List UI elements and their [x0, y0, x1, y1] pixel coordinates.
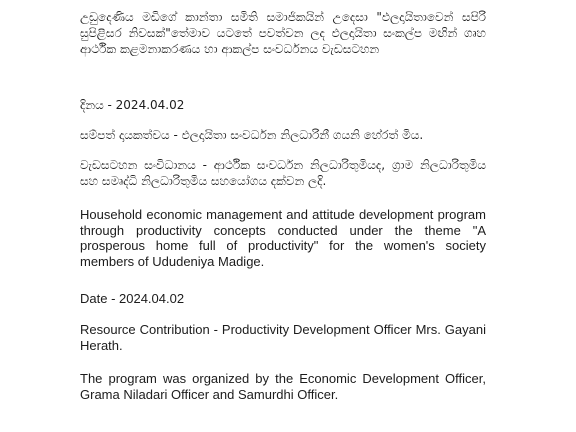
english-organized-paragraph: The program was organized by the Economic Development Officer, Grama Niladari Officer and Samurdhi Officer.: [80, 371, 486, 402]
sinhala-date: දිනය - 2024.04.02: [80, 98, 185, 112]
english-date: Date - 2024.04.02: [80, 291, 185, 306]
sinhala-intro-paragraph: උඩුදෙණිය මඩිගේ කාන්තා සමිති සමාජිකයින් උදෙසා "ඵලදායිතාවෙන් සපිරි සුපිළිසර නිවසක්"තේමාව යටතේ පවත්වන ලද ඵලදායිතා සංකල්ප මඟින් ගෘහ ආර්ථික කළමනාකරණය හා ආකල්ප සංවර්ධනය වැඩසටහන: [80, 10, 486, 56]
english-intro-paragraph: Household economic management and attitude development program through productivity concepts conducted under the theme "A prosperous home full of productivity" for the women's society members of Ududeniya Madige.: [80, 207, 486, 269]
sinhala-organized-paragraph: වැඩසටහන සංවිධානය - ආර්ථික සංවර්ධන නිලධාරිතුමියද, ග්‍රාම නිලධාරිතුමිය සහ සමෘද්ධි නිලධාරිතුමිය සහයෝගය දක්වන ලදි.: [80, 158, 486, 188]
english-resource-paragraph: Resource Contribution - Productivity Development Officer Mrs. Gayani Herath.: [80, 322, 486, 353]
sinhala-resource-paragraph: සම්පත් දායකත්වය - ඵලදායිතා සංවර්ධන නිලධාරිනී ගයනි හේරත් මිය.: [80, 128, 424, 142]
